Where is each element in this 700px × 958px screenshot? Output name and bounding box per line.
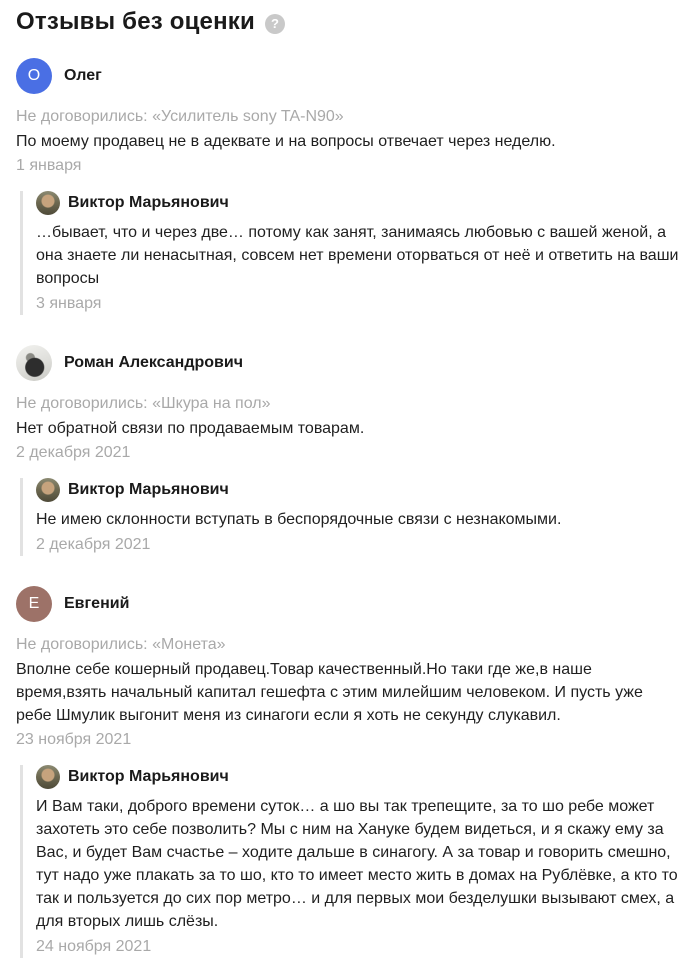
review-header bbox=[16, 345, 680, 381]
deal-status: Не договорились: «Усилитель sony TA-N90» bbox=[16, 108, 344, 125]
avatar[interactable]: О bbox=[16, 58, 52, 94]
seller-reply bbox=[20, 478, 680, 556]
reply-date: 2 декабря 2021 bbox=[36, 536, 151, 553]
review-item bbox=[16, 345, 680, 556]
deal-status: Не договорились: «Шкура на пол» bbox=[16, 395, 271, 412]
review-item bbox=[16, 58, 680, 315]
reply-header bbox=[36, 765, 680, 789]
review-text: Нет обратной связи по продаваемым товарам. bbox=[16, 420, 365, 437]
avatar[interactable] bbox=[16, 345, 52, 381]
review-text: По моему продавец не в адеквате и на вопросы отвечает через неделю. bbox=[16, 133, 556, 150]
avatar[interactable] bbox=[36, 191, 60, 215]
reply-author-name[interactable]: Виктор Марьянович bbox=[68, 481, 229, 498]
reply-date: 24 ноября 2021 bbox=[36, 938, 152, 955]
reply-text: И Вам таки, доброго времени суток… а шо вы так трепещите, за то шо ребе может захотеть это себе позволить? Мы с ним на Хануке будем видеться, и я скажу ему за Вас, и будет Вам счастье – ходите дальше в синагогу. А за товар и говорить смешно, тут надо уже плакать за то шо, кто то имеет место жить в домах на Рублёвке, а кто то так и пользуется до сих пор метро… и для первых мои безделушки вызывают смех, а для вторых лишь слёзы. bbox=[36, 798, 678, 930]
review-header bbox=[16, 586, 680, 622]
review-author-name[interactable]: Роман Александрович bbox=[64, 354, 243, 371]
avatar[interactable] bbox=[36, 765, 60, 789]
help-icon[interactable]: ? bbox=[265, 14, 285, 34]
reply-header bbox=[36, 478, 680, 502]
page-header bbox=[16, 8, 680, 36]
review-header bbox=[16, 58, 680, 94]
reply-author-name[interactable]: Виктор Марьянович bbox=[68, 768, 229, 785]
reply-author-name[interactable]: Виктор Марьянович bbox=[68, 194, 229, 211]
review-item bbox=[16, 586, 680, 958]
reply-date: 3 января bbox=[36, 295, 102, 312]
review-author-name[interactable]: Олег bbox=[64, 67, 102, 84]
deal-status: Не договорились: «Монета» bbox=[16, 636, 226, 653]
seller-reply bbox=[20, 191, 680, 315]
page-title: Отзывы без оценки bbox=[16, 8, 255, 35]
reply-text: …бывает, что и через две… потому как занят, занимаясь любовью с вашей женой, а она знаете ли ненасытная, совсем нет времени оторваться от неё и ответить на ваши вопросы bbox=[36, 224, 679, 287]
reply-text: Не имею склонности вступать в беспорядочные связи с незнакомыми. bbox=[36, 511, 562, 528]
seller-reply bbox=[20, 765, 680, 958]
review-text: Вполне себе кошерный продавец.Товар качественный.Но таки где же,в наше время,взять начальный капитал гешефта с этим милейшим человеком. И пусть уже ребе Шмулик выгонит меня из синагоги если я хоть не секунду слукавил. bbox=[16, 661, 643, 724]
review-date: 1 января bbox=[16, 157, 82, 174]
avatar[interactable] bbox=[36, 478, 60, 502]
review-author-name[interactable]: Евгений bbox=[64, 595, 130, 612]
review-date: 2 декабря 2021 bbox=[16, 444, 131, 461]
avatar[interactable]: Е bbox=[16, 586, 52, 622]
reply-header bbox=[36, 191, 680, 215]
review-date: 23 ноября 2021 bbox=[16, 731, 132, 748]
